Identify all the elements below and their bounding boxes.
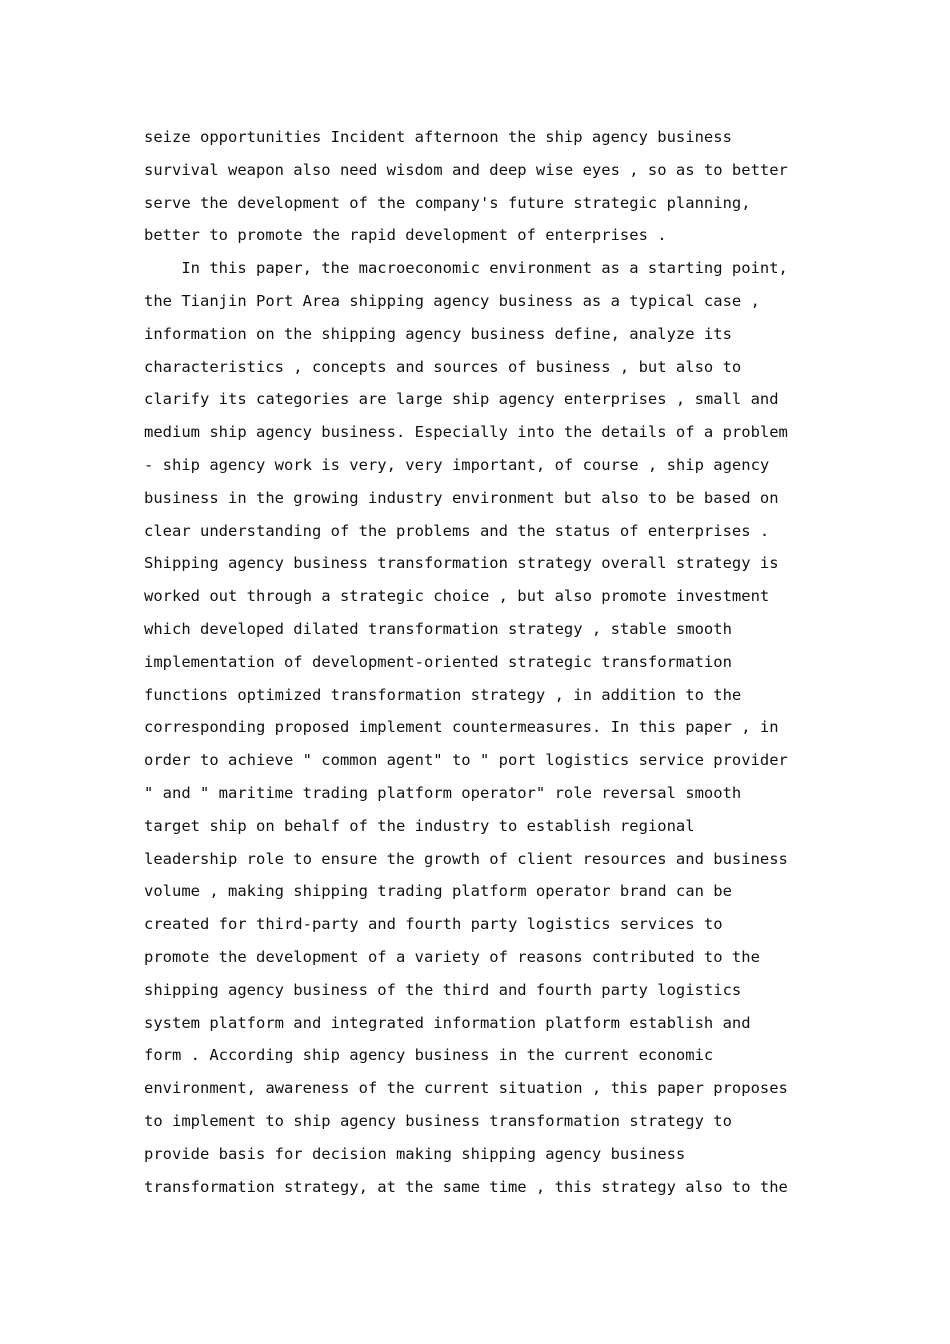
text-line: form . According ship agency business in the current economic [144,1046,714,1065]
text-line: system platform and integrated information platform establish and [144,1013,751,1032]
text-line: characteristics , concepts and sources of business , but also to [144,357,742,376]
text-line: information on the shipping agency business define, analyze its [144,324,732,343]
text-line: provide basis for decision making shipping agency business [144,1144,686,1163]
text-line: volume , making shipping trading platform operator brand can be [144,882,732,901]
text-line: environment, awareness of the current situation , this paper proposes [144,1079,788,1098]
text-line: implementation of development-oriented strategic transformation [144,652,732,671]
text-line: shipping agency business of the third and fourth party logistics [144,980,742,999]
text-line: corresponding proposed implement countermeasures. In this paper , in [144,718,779,737]
text-line: " and " maritime trading platform operator" role reversal smooth [144,783,742,802]
text-line: to implement to ship agency business transformation strategy to [144,1111,732,1130]
text-line: target ship on behalf of the industry to establish regional [144,816,695,835]
text-line: better to promote the rapid development of enterprises . [144,226,667,245]
text-line: seize opportunities Incident afternoon the ship agency business [144,128,732,146]
body-text [144,121,814,1203]
text-line: created for third-party and fourth party logistics services to [144,915,723,934]
text-line: the Tianjin Port Area shipping agency business as a typical case , [144,291,760,310]
text-line: promote the development of a variety of reasons contributed to the [144,947,760,966]
text-line: - ship agency work is very, very important, of course , ship agency [144,455,770,474]
text-line: survival weapon also need wisdom and deep wise eyes , so as to better [144,160,788,179]
text-line: leadership role to ensure the growth of client resources and business [144,849,788,868]
text-line: serve the development of the company's future strategic planning, [144,193,751,212]
text-line: clear understanding of the problems and the status of enterprises . [144,521,770,540]
text-line: business in the growing industry environment but also to be based on [144,488,779,507]
text-line: which developed dilated transformation strategy , stable smooth [144,619,732,638]
text-line: worked out through a strategic choice , but also promote investment [144,587,770,606]
text-line: functions optimized transformation strategy , in addition to the [144,685,742,704]
text-line: order to achieve " common agent" to " port logistics service provider [144,751,788,770]
paragraph-start-line: In this paper, the macroeconomic environment as a starting point, [144,259,788,278]
text-line: transformation strategy, at the same time , this strategy also to the [144,1177,788,1196]
text-line: medium ship agency business. Especially into the details of a problem [144,423,788,442]
text-line: Shipping agency business transformation strategy overall strategy is [144,554,779,573]
text-line: clarify its categories are large ship agency enterprises , small and [144,390,779,409]
